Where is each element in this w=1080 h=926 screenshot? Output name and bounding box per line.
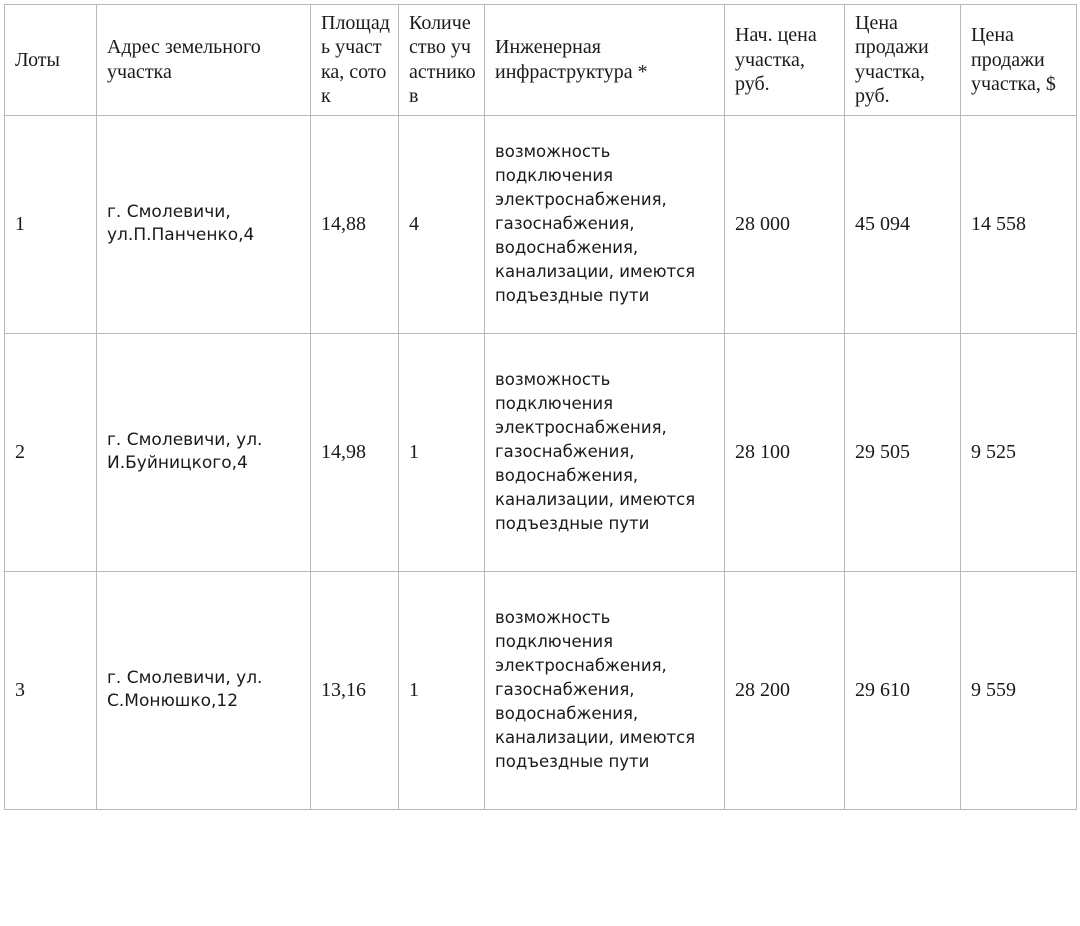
cell-participants: 4 <box>399 115 485 333</box>
table-header-row <box>5 5 1077 116</box>
document-page <box>0 4 1080 926</box>
cell-start-price: 28 200 <box>725 571 845 809</box>
column-header-participants: Количество участников <box>399 5 485 116</box>
cell-infrastructure: возможность подключения электроснабжения, газоснабжения, водоснабжения, канализации, имеются подъездные пути <box>485 115 725 333</box>
cell-address: г. Смолевичи, ул.П.Панченко,4 <box>97 115 311 333</box>
column-header-lot: Лоты <box>5 5 97 116</box>
column-header-sale-price-usd: Цена продажи участка, $ <box>961 5 1077 116</box>
cell-lot: 3 <box>5 571 97 809</box>
cell-sale-price-rub: 45 094 <box>845 115 961 333</box>
cell-infrastructure: возможность подключения электроснабжения, газоснабжения, водоснабжения, канализации, имеются подъездные пути <box>485 571 725 809</box>
cell-participants: 1 <box>399 571 485 809</box>
land-lots-table <box>4 4 1077 810</box>
column-header-infrastructure: Инженерная инфраструктура * <box>485 5 725 116</box>
cell-sale-price-rub: 29 610 <box>845 571 961 809</box>
column-header-area: Площадь участка, соток <box>311 5 399 116</box>
cell-sale-price-usd: 9 559 <box>961 571 1077 809</box>
cell-address: г. Смолевичи, ул. С.Монюшко,12 <box>97 571 311 809</box>
cell-address: г. Смолевичи, ул. И.Буйницкого,4 <box>97 333 311 571</box>
cell-lot: 1 <box>5 115 97 333</box>
cell-start-price: 28 000 <box>725 115 845 333</box>
table-body <box>5 115 1077 809</box>
cell-area: 14,98 <box>311 333 399 571</box>
table-header <box>5 5 1077 116</box>
cell-infrastructure: возможность подключения электроснабжения, газоснабжения, водоснабжения, канализации, имеются подъездные пути <box>485 333 725 571</box>
table-row <box>5 571 1077 809</box>
cell-lot: 2 <box>5 333 97 571</box>
cell-area: 14,88 <box>311 115 399 333</box>
table-row <box>5 115 1077 333</box>
column-header-start-price: Нач. цена участка, руб. <box>725 5 845 116</box>
cell-sale-price-rub: 29 505 <box>845 333 961 571</box>
cell-sale-price-usd: 14 558 <box>961 115 1077 333</box>
cell-area: 13,16 <box>311 571 399 809</box>
cell-start-price: 28 100 <box>725 333 845 571</box>
cell-sale-price-usd: 9 525 <box>961 333 1077 571</box>
cell-participants: 1 <box>399 333 485 571</box>
column-header-sale-price-rub: Цена продажи участка, руб. <box>845 5 961 116</box>
table-row <box>5 333 1077 571</box>
column-header-address: Адрес земельного участка <box>97 5 311 116</box>
